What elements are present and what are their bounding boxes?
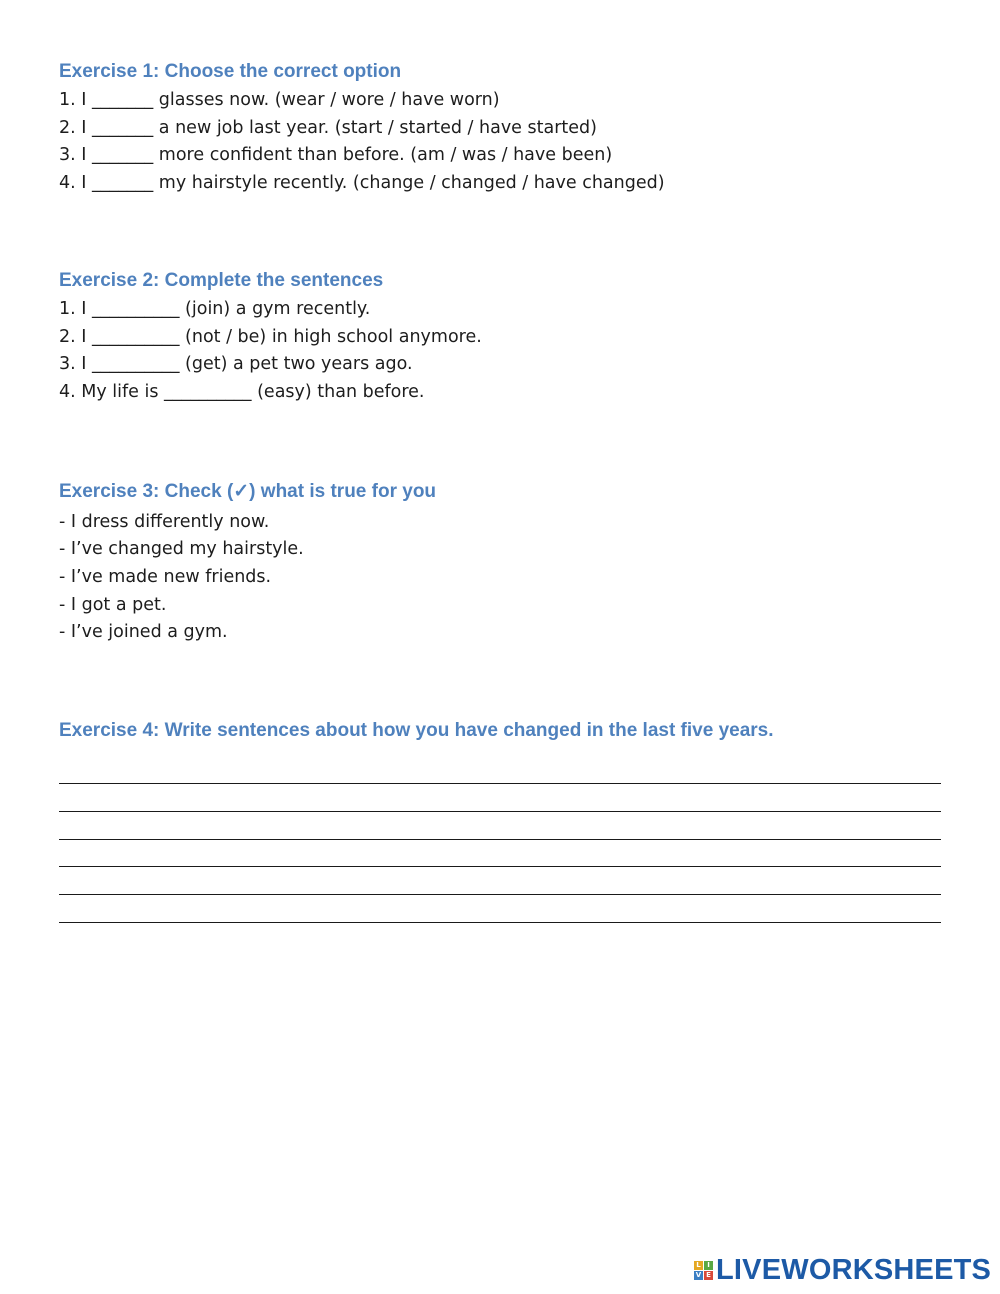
answer-line[interactable] (59, 783, 941, 784)
exercise-3-item-2: - I’ve changed my hairstyle. (59, 539, 304, 559)
exercise-3-item-5: - I’ve joined a gym. (59, 622, 228, 642)
exercise-2-item-1: 1. I __________ (join) a gym recently. (59, 299, 371, 319)
exercise-2-heading: Exercise 2: Complete the sentences (59, 270, 384, 291)
exercise-2-item-2: 2. I __________ (not / be) in high school anymore. (59, 327, 482, 347)
logo-mark-letter: I (704, 1261, 713, 1270)
answer-line[interactable] (59, 839, 941, 840)
exercise-1-item-2: 2. I _______ a new job last year. (start / started / have started) (59, 118, 597, 138)
exercise-1-item-3: 3. I _______ more confident than before. (am / was / have been) (59, 145, 613, 165)
answer-line[interactable] (59, 922, 941, 923)
answer-line[interactable] (59, 811, 941, 812)
logo-mark-letter: V (695, 1270, 702, 1279)
exercise-2-item-3: 3. I __________ (get) a pet two years ago. (59, 354, 413, 374)
exercise-3-heading: Exercise 3: Check (✓) what is true for you (59, 481, 437, 502)
logo-mark-letter: E (704, 1271, 713, 1280)
logo-text: LIVEWORKSHEETS (716, 1254, 992, 1286)
exercise-4-heading: Exercise 4: Write sentences about how you have changed in the last five years. (59, 720, 774, 741)
liveworksheets-logo (694, 1256, 991, 1284)
logo-mark-letter: L (694, 1261, 703, 1270)
answer-line[interactable] (59, 894, 941, 895)
exercise-1-heading: Exercise 1: Choose the correct option (59, 61, 402, 82)
exercise-1-item-4: 4. I _______ my hairstyle recently. (change / changed / have changed) (59, 173, 665, 193)
exercise-1-item-1: 1. I _______ glasses now. (wear / wore / have worn) (59, 90, 500, 110)
logo-mark-icon (694, 1261, 713, 1280)
answer-line[interactable] (59, 866, 941, 867)
exercise-3-item-1: - I dress differently now. (59, 512, 270, 532)
exercise-3-item-4: - I got a pet. (59, 595, 167, 615)
exercise-2-item-4: 4. My life is __________ (easy) than before. (59, 382, 425, 402)
exercise-3-item-3: - I’ve made new friends. (59, 567, 272, 587)
